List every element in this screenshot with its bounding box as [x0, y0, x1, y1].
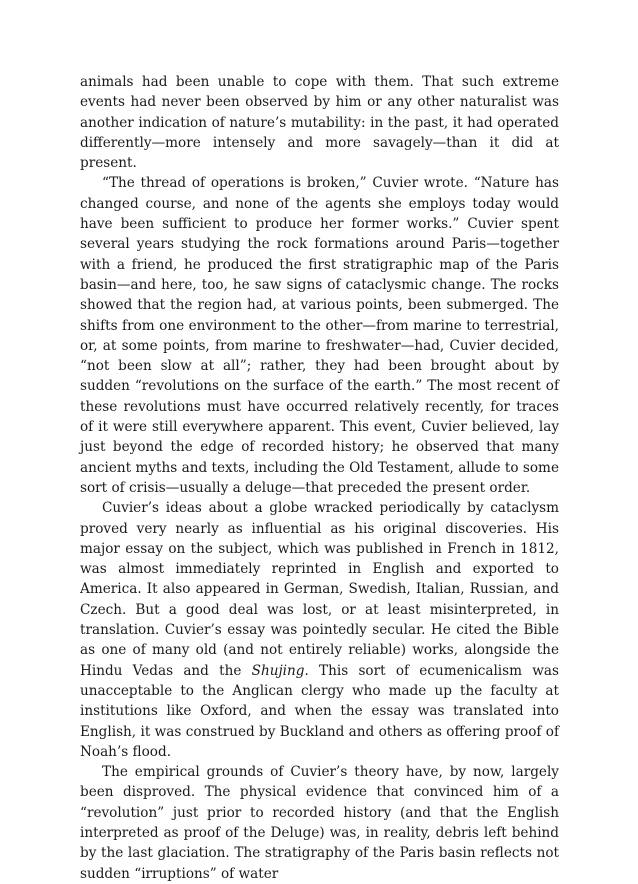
paragraph-2: “The thread of operations is broken,” Cuvier wrote. “Nature has changed course, and none of the agents she employs today would have been sufficient to produce her former works.” Cuvier spent several years studying the rock formations around Paris—together with a friend, he produced the first stratigraphic map of the Paris basin—and here, too, he saw signs of cataclysmic change. The rocks showed that the region had, at various points, been submerged. The shifts from one environment to the other—from marine to terrestrial, or, at some points, from marine to freshwater—had, Cuvier decided, “not been slow at all”; rather, they had been brought about by sudden “revolutions on the surface of the earth.” The most recent of these revolutions must have occurred relatively recently, for traces of it were still everywhere apparent. This event, Cuvier believed, lay just beyond the edge of recorded history; he observed that many ancient myths and texts, including the Old Testament, allude to some sort of crisis—usually a deluge—that preceded the present order.	[80, 175, 559, 496]
paragraph-3-italic-title: Shujing	[251, 662, 305, 679]
paragraph-4: The empirical grounds of Cuvier’s theory have, by now, largely been disproved. The physical evidence that convinced him of a “revolution” just prior to recorded history (and that the English interpreted as proof of the Deluge) was, in reality, debris left behind by the last glaciation. The stratigraphy of the Paris basin reflects not sudden “irruptions” of water	[80, 764, 559, 882]
paragraph-3-after: . This sort of ecumenicalism was unacceptable to the Anglican clergy who made up the faculty at institutions like Oxford, and when the essay was translated into English, it was construed by Buckland and others as offering proof of Noah’s flood.	[80, 662, 559, 760]
paragraph-3	[80, 498, 559, 762]
page-body	[80, 72, 559, 884]
paragraph-3-before: Cuvier’s ideas about a globe wracked periodically by cataclysm proved very nearly as influential as his original discoveries. His major essay on the subject, which was published in French in 1812, was almost immediately reprinted in English and exported to America. It also appeared in German, Swedish, Italian, Russian, and Czech. But a good deal was lost, or at least misinterpreted, in translation. Cuvier’s essay was pointedly secular. He cited the Bible as one of many old (and not entirely reliable) works, alongside the Hindu Vedas and the	[80, 500, 559, 679]
paragraph-1: animals had been unable to cope with them. That such extreme events had never been observed by him or any other naturalist was another indication of nature’s mutability: in the past, it had operated differently—more intensely and more savagely—than it did at present.	[80, 74, 559, 172]
